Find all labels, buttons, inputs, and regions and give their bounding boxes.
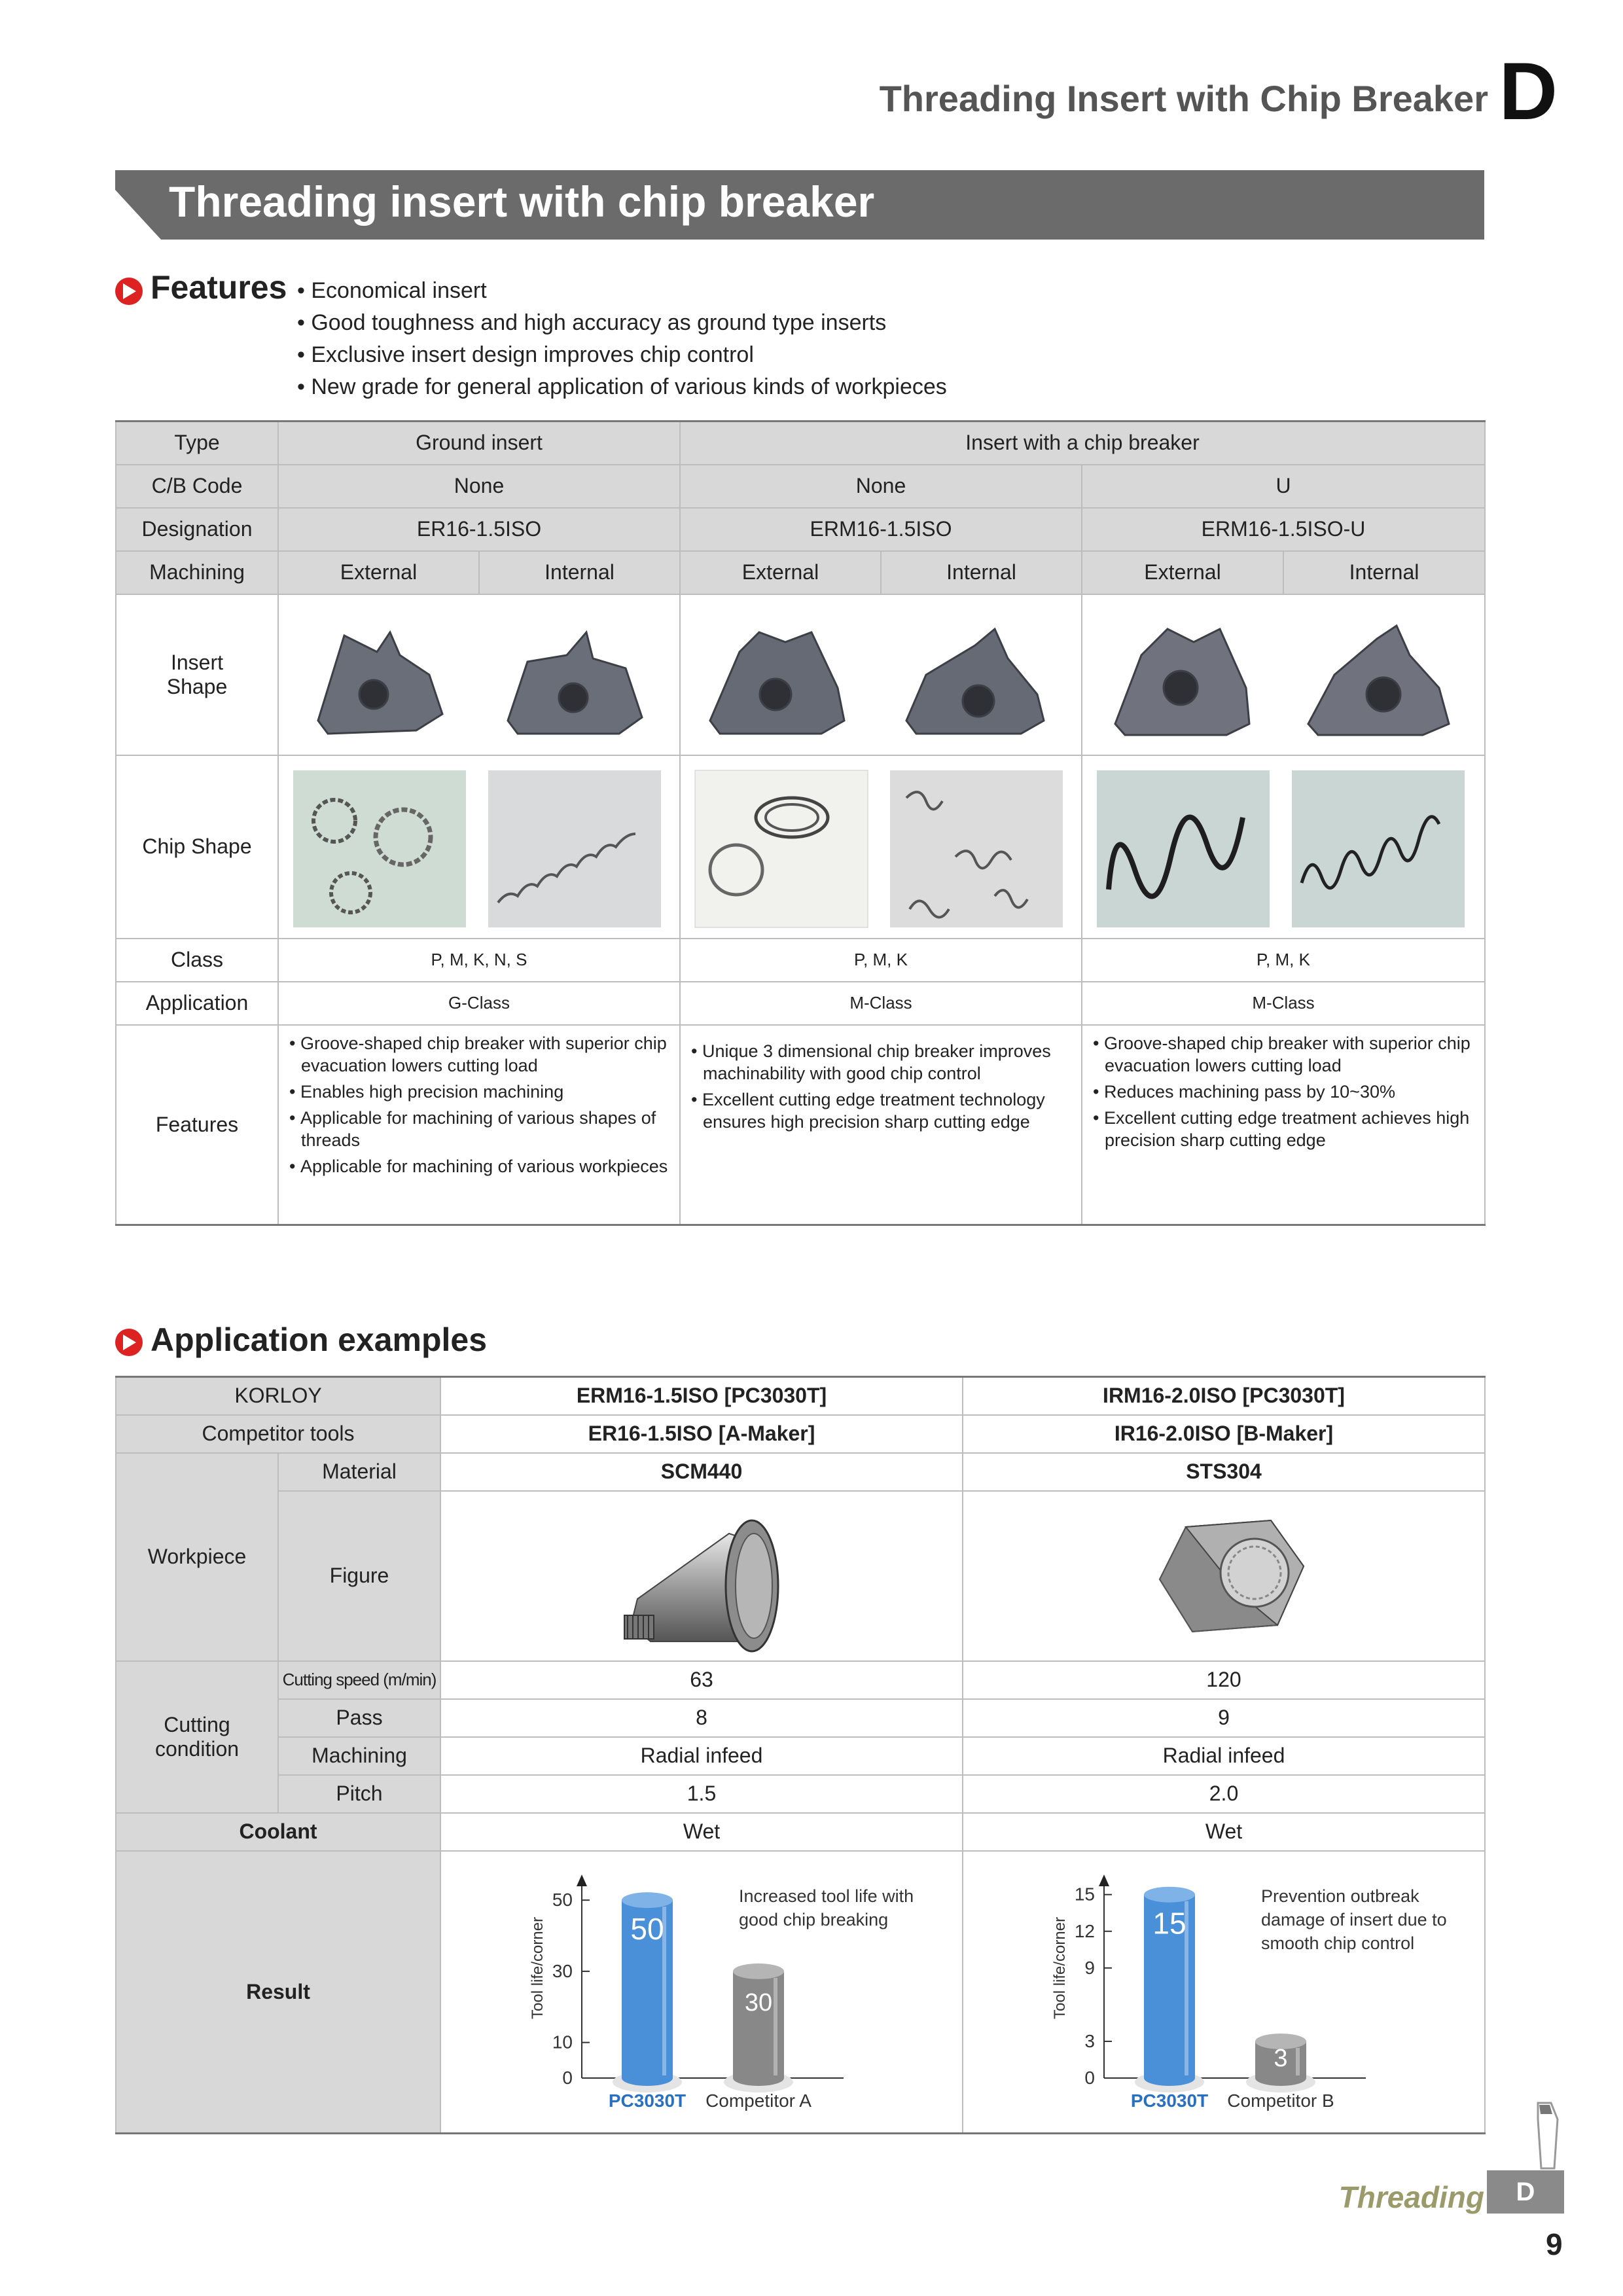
internal-header: Internal [1283, 551, 1485, 594]
y-tick-label: 50 [552, 1890, 573, 1910]
feature-point: • Enables high precision machining [289, 1081, 669, 1103]
pass-value: 8 [440, 1699, 963, 1737]
chart-annotation: Increased tool life with good chip breaking [739, 1886, 914, 1930]
feature-item: • Good toughness and high accuracy as ground type inserts [297, 307, 947, 339]
figure-cell [963, 1491, 1485, 1661]
features-ground [278, 1025, 680, 1225]
y-tick-label: 0 [1084, 2068, 1095, 2089]
pass-value: 9 [963, 1699, 1485, 1737]
hex-nut-figure [963, 1494, 1486, 1658]
machining-method: Radial infeed [440, 1737, 963, 1775]
cutting-speed: 63 [440, 1661, 963, 1699]
insert-image [906, 629, 1044, 734]
feature-point: • Excellent cutting edge treatment technology ensures high precision sharp cutting edge [691, 1088, 1071, 1133]
external-header: External [1082, 551, 1283, 594]
bar-top [1144, 1887, 1195, 1903]
application-heading: Application examples [151, 1321, 488, 1358]
designation-label: Designation [116, 508, 278, 551]
designation: ERM16-1.5ISO [680, 508, 1082, 551]
chip-photo [890, 770, 1063, 927]
cutting-speed-label: Cutting speed (m/min) [278, 1661, 440, 1699]
arrow-circle-icon [115, 1329, 143, 1356]
chip-images-ground [278, 755, 680, 939]
result-chart-cell [963, 1851, 1485, 2134]
application-table [115, 1376, 1486, 2134]
cutting-speed: 120 [963, 1661, 1485, 1699]
pitch-label: Pitch [278, 1775, 440, 1813]
material-value: SCM440 [440, 1453, 963, 1491]
cb-code-label: C/B Code [116, 465, 278, 508]
y-axis-arrow [577, 1874, 587, 1886]
machining-label: Machining [116, 551, 278, 594]
feature-point: • Unique 3 dimensional chip breaker improves machinability with good chip control [691, 1040, 1071, 1085]
material-value: STS304 [963, 1453, 1485, 1491]
result-chart-2 [963, 1853, 1486, 2130]
features-list [297, 275, 947, 403]
designation: ER16-1.5ISO [278, 508, 680, 551]
category-label: Competitor A [705, 2090, 812, 2111]
footer-letter: D [1487, 2170, 1564, 2214]
y-axis-label: Tool life/corner [529, 1917, 546, 2020]
coolant-label: Coolant [116, 1813, 440, 1851]
class-value: P, M, K, N, S [278, 939, 680, 982]
insert-images-ground [278, 594, 680, 755]
y-tick-label: 12 [1074, 1921, 1095, 1941]
chip-images-cbu [1082, 755, 1485, 939]
bar-highlight [774, 1978, 777, 2075]
competitor-tool: IR16-2.0ISO [B-Maker] [963, 1415, 1485, 1453]
result-chart-1 [441, 1853, 963, 2130]
application-label: Application [116, 982, 278, 1025]
chip-images-cb [680, 755, 1082, 939]
bar-highlight [1296, 2048, 1300, 2075]
bar [724, 1964, 793, 2092]
arrow-circle-icon [115, 278, 143, 305]
competitor-label: Competitor tools [116, 1415, 440, 1453]
bar-value-label: 3 [1274, 2045, 1288, 2073]
bar-top [733, 1964, 784, 1979]
cutting-condition-label: Cutting condition [116, 1661, 278, 1813]
y-tick-label: 10 [552, 2032, 573, 2053]
pass-label: Pass [278, 1699, 440, 1737]
material-label: Material [278, 1453, 440, 1491]
application-value: G-Class [278, 982, 680, 1025]
page-number: 9 [1546, 2227, 1563, 2261]
bar-value-label: 15 [1152, 1906, 1186, 1941]
internal-header: Internal [479, 551, 680, 594]
category-label: PC3030T [608, 2090, 687, 2111]
class-value: P, M, K [680, 939, 1082, 982]
chipbreaker-header: Insert with a chip breaker [680, 422, 1485, 465]
insert-shape-label: Insert Shape [116, 594, 278, 755]
cb-code: None [680, 465, 1082, 508]
result-chart-cell [440, 1851, 963, 2134]
application-value: M-Class [680, 982, 1082, 1025]
chip-photo [1292, 770, 1465, 927]
y-tick-label: 9 [1084, 1958, 1095, 1979]
class-label: Class [116, 939, 278, 982]
features-cb [680, 1025, 1082, 1225]
page-title: Threading insert with chip breaker [169, 177, 875, 226]
external-header: External [278, 551, 479, 594]
category-label: PC3030T [1130, 2090, 1209, 2111]
cb-code: None [278, 465, 680, 508]
chip-photo [488, 770, 661, 927]
pitch-value: 1.5 [440, 1775, 963, 1813]
shaft-figure [441, 1494, 963, 1658]
insert-image [1115, 629, 1249, 735]
cb-code: U [1082, 465, 1485, 508]
figure-cell [440, 1491, 963, 1661]
insert-images-cbu [1082, 594, 1485, 755]
feature-point: • Applicable for machining of various workpieces [289, 1155, 669, 1177]
class-value: P, M, K [1082, 939, 1485, 982]
insert-image [710, 632, 844, 734]
y-axis-label: Tool life/corner [1051, 1917, 1069, 2020]
internal-header: Internal [881, 551, 1082, 594]
y-tick-label: 30 [552, 1961, 573, 1982]
feature-point: • Applicable for machining of various shapes of threads [289, 1107, 669, 1151]
figure-label: Figure [278, 1491, 440, 1661]
bar-value-label: 50 [630, 1912, 664, 1946]
bar-top [622, 1892, 673, 1908]
feature-point: • Reduces machining pass by 10~30% [1093, 1081, 1474, 1103]
type-label: Type [116, 422, 278, 465]
bar-value-label: 30 [744, 1989, 773, 2017]
chip-shape-label: Chip Shape [116, 755, 278, 939]
feature-point: • Groove-shaped chip breaker with superior chip evacuation lowers cutting load [1093, 1032, 1474, 1077]
y-tick-label: 0 [562, 2068, 573, 2089]
y-axis-arrow [1099, 1874, 1109, 1886]
footer-section: Threading [1338, 2180, 1484, 2214]
chart-annotation: Prevention outbreak damage of insert due to smooth chip control [1261, 1886, 1447, 1954]
insert-image [318, 632, 442, 734]
workpiece-label: Workpiece [116, 1453, 278, 1661]
coolant-value: Wet [440, 1813, 963, 1851]
header-title: Threading Insert with Chip Breaker [879, 78, 1488, 119]
features-heading: Features [151, 269, 287, 306]
feature-item: • Exclusive insert design improves chip control [297, 339, 947, 371]
y-tick-label: 3 [1084, 2031, 1095, 2052]
y-tick-label: 15 [1074, 1884, 1095, 1905]
korloy-label: KORLOY [116, 1377, 440, 1415]
external-header: External [680, 551, 881, 594]
feature-point: • Groove-shaped chip breaker with superior chip evacuation lowers cutting load [289, 1032, 669, 1077]
machining-method: Radial infeed [963, 1737, 1485, 1775]
korloy-tool: ERM16-1.5ISO [PC3030T] [440, 1377, 963, 1415]
machining-method-label: Machining [278, 1737, 440, 1775]
insert-images-cb [680, 594, 1082, 755]
spec-table [115, 420, 1486, 1226]
korloy-tool: IRM16-2.0ISO [PC3030T] [963, 1377, 1485, 1415]
application-value: M-Class [1082, 982, 1485, 1025]
feature-item: • Economical insert [297, 275, 947, 307]
pitch-value: 2.0 [963, 1775, 1485, 1813]
tool-holder-icon [1531, 2100, 1571, 2172]
features-row-label: Features [116, 1025, 278, 1225]
competitor-tool: ER16-1.5ISO [A-Maker] [440, 1415, 963, 1453]
features-cbu [1082, 1025, 1485, 1225]
designation: ERM16-1.5ISO-U [1082, 508, 1485, 551]
coolant-value: Wet [963, 1813, 1485, 1851]
insert-image [1308, 626, 1449, 735]
feature-point: • Excellent cutting edge treatment achieves high precision sharp cutting edge [1093, 1107, 1474, 1151]
ground-insert-header: Ground insert [278, 422, 680, 465]
result-label: Result [116, 1851, 440, 2134]
feature-item: • New grade for general application of various kinds of workpieces [297, 371, 947, 403]
category-label: Competitor B [1227, 2090, 1334, 2111]
insert-image [508, 632, 642, 734]
section-letter: D [1499, 46, 1558, 137]
